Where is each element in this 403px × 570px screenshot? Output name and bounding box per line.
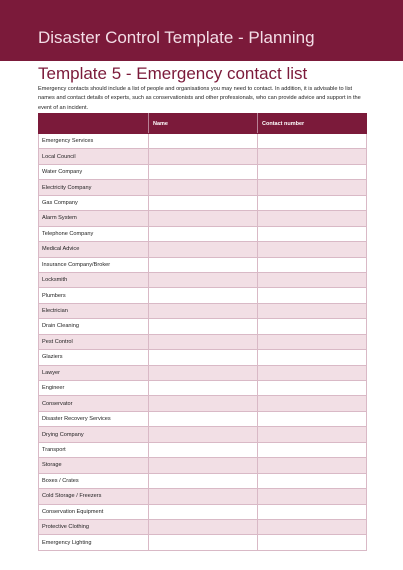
contact-number-cell[interactable] <box>258 411 367 426</box>
contact-number-cell[interactable] <box>258 396 367 411</box>
table-row <box>39 381 367 396</box>
intro-paragraph: Emergency contacts should include a list of people and organisations you may need to contact. In addition, it is advisable to list names and contact details of experts, such as conservationists and other professionals, who can provide advice and support in the event of an incident. <box>38 86 361 111</box>
table-row <box>39 195 367 210</box>
name-cell[interactable] <box>149 334 258 349</box>
contact-category-cell: Pest Control <box>39 334 149 349</box>
table-row <box>39 365 367 380</box>
table-header-row <box>39 114 367 134</box>
name-cell[interactable] <box>149 195 258 210</box>
table-row <box>39 334 367 349</box>
name-cell[interactable] <box>149 211 258 226</box>
table-row <box>39 319 367 334</box>
name-cell[interactable] <box>149 226 258 241</box>
contact-category-cell: Drying Company <box>39 427 149 442</box>
table-body <box>39 134 367 551</box>
contact-category-cell: Lawyer <box>39 365 149 380</box>
name-cell[interactable] <box>149 303 258 318</box>
contact-number-cell[interactable] <box>258 272 367 287</box>
table-row <box>39 211 367 226</box>
contact-category-cell: Conservator <box>39 396 149 411</box>
contact-category-cell: Insurance Company/Broker <box>39 257 149 272</box>
contact-category-cell: Water Company <box>39 164 149 179</box>
contact-category-cell: Emergency Services <box>39 134 149 149</box>
contact-number-cell[interactable] <box>258 149 367 164</box>
contact-number-cell[interactable] <box>258 519 367 534</box>
table-row <box>39 504 367 519</box>
table-row <box>39 473 367 488</box>
name-cell[interactable] <box>149 442 258 457</box>
table-row <box>39 519 367 534</box>
contact-number-cell[interactable] <box>258 226 367 241</box>
name-cell[interactable] <box>149 164 258 179</box>
table-row <box>39 489 367 504</box>
contact-number-cell[interactable] <box>258 365 367 380</box>
contact-number-cell[interactable] <box>258 427 367 442</box>
table-row <box>39 149 367 164</box>
contact-number-cell[interactable] <box>258 319 367 334</box>
contact-number-cell[interactable] <box>258 350 367 365</box>
name-cell[interactable] <box>149 473 258 488</box>
contact-category-cell: Telephone Company <box>39 226 149 241</box>
contact-category-cell: Alarm System <box>39 211 149 226</box>
name-cell[interactable] <box>149 134 258 149</box>
name-cell[interactable] <box>149 288 258 303</box>
header-cell-name: Name <box>149 114 258 134</box>
name-cell[interactable] <box>149 272 258 287</box>
name-cell[interactable] <box>149 458 258 473</box>
contact-category-cell: Emergency Lighting <box>39 535 149 550</box>
name-cell[interactable] <box>149 489 258 504</box>
contact-number-cell[interactable] <box>258 288 367 303</box>
contact-category-cell: Engineer <box>39 381 149 396</box>
contact-category-cell: Storage <box>39 458 149 473</box>
table-row <box>39 226 367 241</box>
contact-number-cell[interactable] <box>258 180 367 195</box>
table-row <box>39 164 367 179</box>
name-cell[interactable] <box>149 519 258 534</box>
name-cell[interactable] <box>149 427 258 442</box>
contact-category-cell: Drain Cleaning <box>39 319 149 334</box>
name-cell[interactable] <box>149 319 258 334</box>
table-row <box>39 442 367 457</box>
contact-category-cell: Disaster Recovery Services <box>39 411 149 426</box>
table-row <box>39 303 367 318</box>
table-row <box>39 427 367 442</box>
name-cell[interactable] <box>149 242 258 257</box>
name-cell[interactable] <box>149 396 258 411</box>
contact-category-cell: Protective Clothing <box>39 519 149 534</box>
name-cell[interactable] <box>149 350 258 365</box>
table-row <box>39 535 367 550</box>
table-row <box>39 272 367 287</box>
name-cell[interactable] <box>149 365 258 380</box>
contact-number-cell[interactable] <box>258 164 367 179</box>
contact-category-cell: Local Council <box>39 149 149 164</box>
contact-number-cell[interactable] <box>258 195 367 210</box>
table-row <box>39 396 367 411</box>
contact-category-cell: Transport <box>39 442 149 457</box>
table-row <box>39 134 367 149</box>
contact-category-cell: Gas Company <box>39 195 149 210</box>
name-cell[interactable] <box>149 180 258 195</box>
contact-category-cell: Glaziers <box>39 350 149 365</box>
name-cell[interactable] <box>149 149 258 164</box>
table-row <box>39 242 367 257</box>
contact-category-cell: Locksmith <box>39 272 149 287</box>
header-cell-contact-number: Contact number <box>258 114 367 134</box>
table-row <box>39 411 367 426</box>
name-cell[interactable] <box>149 257 258 272</box>
contact-category-cell: Conservation Equipment <box>39 504 149 519</box>
contact-number-cell[interactable] <box>258 504 367 519</box>
name-cell[interactable] <box>149 381 258 396</box>
contact-number-cell[interactable] <box>258 303 367 318</box>
contact-number-cell[interactable] <box>258 489 367 504</box>
contact-number-cell[interactable] <box>258 473 367 488</box>
page-title: Template 5 - Emergency contact list <box>38 64 308 83</box>
contact-number-cell[interactable] <box>258 381 367 396</box>
table-row <box>39 458 367 473</box>
header-banner <box>0 0 403 61</box>
name-cell[interactable] <box>149 411 258 426</box>
banner-title: Disaster Control Template - Planning <box>38 28 315 47</box>
table-row <box>39 180 367 195</box>
contact-category-cell: Medical Advice <box>39 242 149 257</box>
header-cell-category <box>39 114 149 134</box>
contact-category-cell: Electrician <box>39 303 149 318</box>
table-row <box>39 288 367 303</box>
contact-number-cell[interactable] <box>258 242 367 257</box>
name-cell[interactable] <box>149 504 258 519</box>
contact-number-cell[interactable] <box>258 257 367 272</box>
contact-number-cell[interactable] <box>258 535 367 550</box>
contact-category-cell: Plumbers <box>39 288 149 303</box>
table-row <box>39 350 367 365</box>
name-cell[interactable] <box>149 535 258 550</box>
contact-category-cell: Cold Storage / Freezers <box>39 489 149 504</box>
contact-number-cell[interactable] <box>258 134 367 149</box>
table-row <box>39 257 367 272</box>
contact-category-cell: Boxes / Crates <box>39 473 149 488</box>
contact-table <box>38 113 367 551</box>
contact-number-cell[interactable] <box>258 211 367 226</box>
contact-number-cell[interactable] <box>258 334 367 349</box>
contact-number-cell[interactable] <box>258 442 367 457</box>
contact-number-cell[interactable] <box>258 458 367 473</box>
contact-category-cell: Electricity Company <box>39 180 149 195</box>
